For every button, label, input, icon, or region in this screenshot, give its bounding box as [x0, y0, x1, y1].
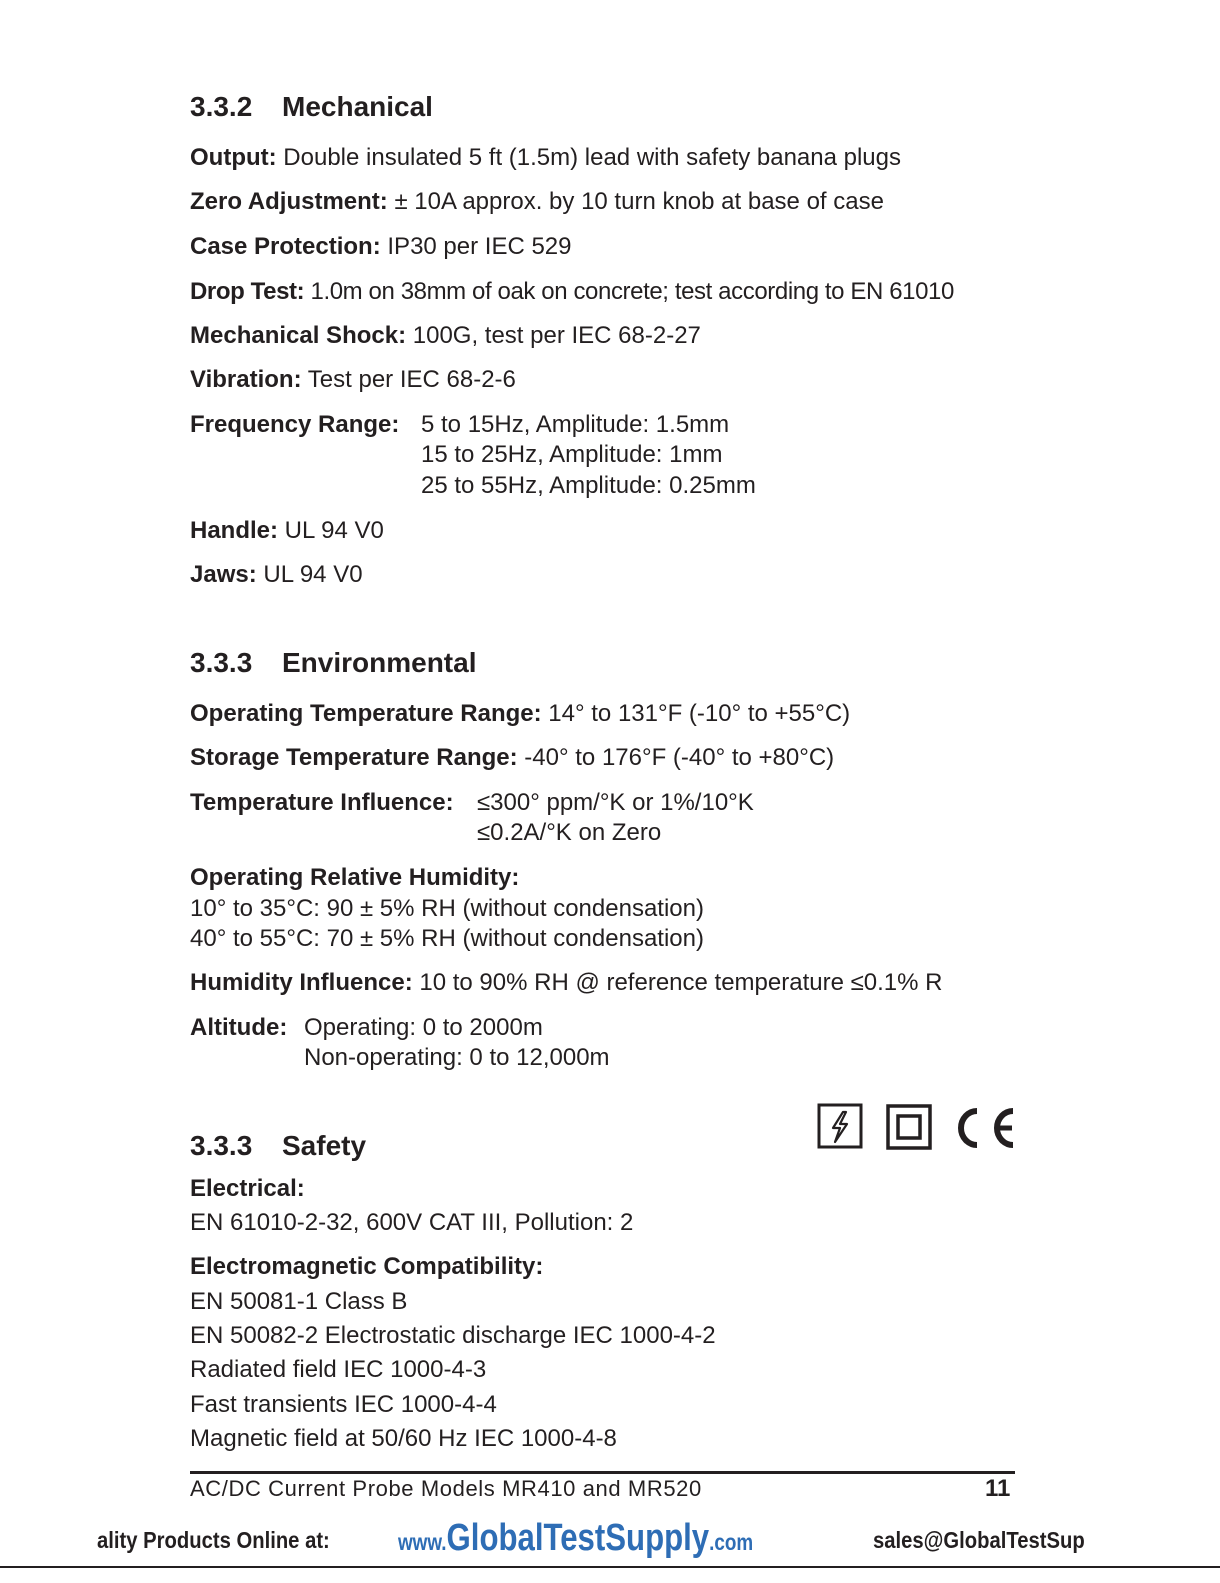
spec-value: UL 94 V0: [278, 517, 384, 544]
spec-label: Humidity Influence:: [190, 969, 413, 996]
spec-label: Altitude:: [190, 1014, 288, 1041]
spec-label: Vibration:: [190, 366, 302, 393]
spec-value: IP30 per IEC 529: [380, 233, 572, 260]
spec-value: 100G, test per IEC 68-2-27: [406, 322, 701, 349]
spec-label: Operating Relative Humidity:: [190, 864, 520, 891]
spec-label: Handle:: [190, 517, 279, 544]
spec-vibration: [190, 365, 516, 395]
spec-frequency-line: 25 to 55Hz, Amplitude: 0.25mm: [421, 472, 756, 499]
high-voltage-icon: [819, 1105, 861, 1147]
sales-email-link[interactable]: sales@GlobalTestSup: [873, 1527, 1085, 1553]
spec-temperature-influence-label: [190, 788, 454, 818]
section-title: Environmental: [282, 647, 477, 678]
spec-value: 14° to 131°F (-10° to +55°C): [541, 700, 851, 727]
section-number: 3.3.3: [190, 1130, 253, 1161]
spec-emc-line: Fast transients IEC 1000-4-4: [190, 1391, 497, 1418]
section-heading-safety: [190, 1130, 366, 1162]
spec-label: Frequency Range:: [190, 411, 400, 438]
spec-temperature-influence-line: ≤300° ppm/°K or 1%/10°K: [477, 789, 754, 816]
spec-emc-line: EN 50081-1 Class B: [190, 1288, 408, 1315]
spec-label: Mechanical Shock:: [190, 322, 407, 349]
spec-label: Electromagnetic Compatibility:: [190, 1253, 544, 1280]
footer-rule: [190, 1471, 1015, 1474]
spec-altitude-label: [190, 1013, 287, 1043]
section-title: Safety: [282, 1130, 367, 1161]
ce-mark-icon: [961, 1111, 1013, 1145]
website-name: GlobalTestSupply: [446, 1517, 710, 1559]
website-link[interactable]: [398, 1517, 753, 1560]
spec-label: Zero Adjustment:: [190, 188, 388, 215]
spec-frequency-line: 5 to 15Hz, Amplitude: 1.5mm: [421, 411, 730, 438]
spec-value: Double insulated 5 ft (1.5m) lead with safety banana plugs: [276, 144, 901, 171]
section-number: 3.3.2: [190, 91, 253, 122]
spec-storage-temperature: [190, 743, 834, 773]
spec-value: 1.0m on 38mm of oak on concrete; test according to EN 61010: [304, 278, 954, 305]
spec-drop-test: [190, 277, 954, 307]
spec-label: Case Protection:: [190, 233, 381, 260]
spec-handle: [190, 516, 384, 546]
spec-label: Operating Temperature Range:: [190, 700, 542, 727]
section-number: 3.3.3: [190, 647, 253, 678]
spec-emc-line: Radiated field IEC 1000-4-3: [190, 1356, 487, 1383]
spec-temperature-influence-line: ≤0.2A/°K on Zero: [477, 819, 662, 846]
certification-logos: [817, 1103, 1017, 1153]
spec-value: Test per IEC 68-2-6: [301, 366, 516, 393]
footer-title: AC/DC Current Probe Models MR410 and MR520: [190, 1476, 702, 1501]
distributor-banner: [0, 1515, 1220, 1565]
section-heading-environmental: [190, 647, 476, 679]
spec-emc-label: [190, 1252, 543, 1282]
website-prefix: www.: [398, 1529, 447, 1555]
spec-value: UL 94 V0: [256, 561, 363, 588]
spec-label: Temperature Influence:: [190, 789, 454, 816]
page-number: 11: [985, 1475, 1011, 1502]
spec-frequency-line: 15 to 25Hz, Amplitude: 1mm: [421, 441, 723, 468]
spec-label: Jaws:: [190, 561, 257, 588]
spec-label: Drop Test:: [190, 278, 305, 305]
spec-emc-line: EN 50082-2 Electrostatic discharge IEC 1000-4-2: [190, 1322, 716, 1349]
spec-case-protection: [190, 232, 572, 262]
spec-humidity-line: 10° to 35°C: 90 ± 5% RH (without condensation): [190, 895, 704, 922]
website-suffix: .com: [709, 1529, 754, 1555]
spec-humidity-label: [190, 863, 519, 893]
spec-zero-adjustment: [190, 187, 884, 217]
spec-electrical-label: [190, 1174, 305, 1204]
spec-label: Output:: [190, 144, 277, 171]
section-title: Mechanical: [282, 91, 433, 122]
banner-left-text: ality Products Online at:: [97, 1527, 330, 1553]
spec-emc-line: Magnetic field at 50/60 Hz IEC 1000-4-8: [190, 1425, 617, 1452]
spec-label: Storage Temperature Range:: [190, 744, 518, 771]
spec-frequency-range-label: [190, 410, 399, 440]
spec-electrical-value: EN 61010-2-32, 600V CAT III, Pollution: 2: [190, 1209, 634, 1236]
double-insulation-icon: [888, 1106, 930, 1148]
spec-output: [190, 143, 901, 173]
spec-jaws: [190, 560, 363, 590]
spec-humidity-influence: [190, 968, 942, 998]
spec-value: 10 to 90% RH @ reference temperature ≤0.1% R: [412, 969, 943, 996]
spec-operating-temperature: [190, 699, 850, 729]
bottom-rule: [0, 1566, 1220, 1568]
spec-altitude-line: Non-operating: 0 to 12,000m: [304, 1044, 610, 1071]
certification-symbols: [817, 1103, 1017, 1153]
spec-altitude-line: Operating: 0 to 2000m: [304, 1014, 543, 1041]
section-heading-mechanical: [190, 91, 433, 123]
spec-humidity-line: 40° to 55°C: 70 ± 5% RH (without condensation): [190, 925, 704, 952]
spec-mechanical-shock: [190, 321, 701, 351]
spec-label: Electrical:: [190, 1175, 305, 1202]
spec-value: ± 10A approx. by 10 turn knob at base of case: [387, 188, 884, 215]
spec-value: -40° to 176°F (-40° to +80°C): [517, 744, 835, 771]
